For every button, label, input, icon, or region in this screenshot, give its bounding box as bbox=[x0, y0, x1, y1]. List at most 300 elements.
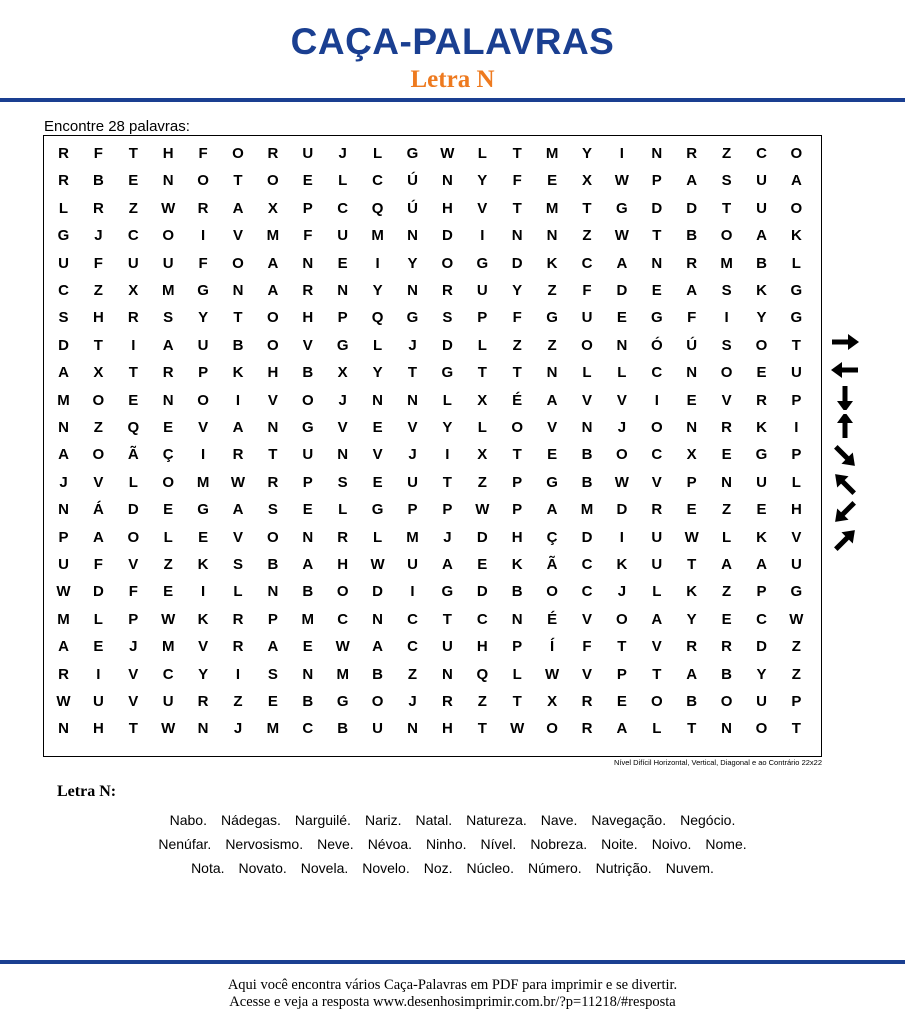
grid-cell: O bbox=[441, 254, 454, 272]
grid-cell: G bbox=[755, 446, 768, 464]
grid-cell: R bbox=[686, 145, 698, 162]
grid-cell: B bbox=[581, 473, 593, 491]
grid-cell: Ã bbox=[546, 556, 558, 573]
footer-line-1: Aqui você encontra vários Caça-Palavras em PDF para imprimir e se divertir. bbox=[227, 977, 678, 993]
grid-cell: O bbox=[267, 309, 279, 327]
arrow-up-left-icon bbox=[827, 472, 863, 496]
grid-cell: J bbox=[59, 473, 68, 491]
instruction-text: Encontre 28 palavras: bbox=[44, 118, 190, 135]
word-list-row bbox=[0, 860, 905, 876]
grid-cell: Y bbox=[686, 610, 697, 628]
grid-cell: M bbox=[336, 665, 349, 683]
grid-cell: I bbox=[794, 419, 799, 436]
grid-cell: N bbox=[511, 610, 523, 628]
grid-cell: I bbox=[375, 254, 380, 272]
grid-cell: F bbox=[93, 145, 103, 162]
grid-cell: W bbox=[56, 693, 71, 710]
grid-cell: N bbox=[651, 254, 663, 272]
grid-cell: L bbox=[582, 364, 592, 382]
grid-cell: E bbox=[302, 638, 313, 656]
grid-cell: M bbox=[580, 501, 594, 519]
grid-cell: A bbox=[721, 556, 733, 573]
grid-cell: L bbox=[128, 473, 138, 491]
grid-cell: E bbox=[372, 473, 383, 491]
grid-cell: U bbox=[756, 199, 767, 217]
arrow-left-icon bbox=[827, 358, 863, 382]
grid-cell: D bbox=[476, 583, 488, 601]
grid-cell: W bbox=[370, 556, 385, 573]
grid-cell: X bbox=[686, 446, 697, 464]
grid-cell: D bbox=[651, 199, 663, 217]
grid-cell: W bbox=[510, 720, 525, 738]
grid-cell: W bbox=[56, 583, 71, 601]
grid-cell: U bbox=[58, 254, 69, 272]
grid-cell: J bbox=[443, 528, 452, 546]
grid-cell: I bbox=[445, 446, 450, 464]
grid-cell: C bbox=[581, 583, 593, 601]
grid-cell: L bbox=[652, 583, 662, 601]
grid-cell: N bbox=[302, 528, 314, 546]
grid-cell: V bbox=[581, 391, 592, 409]
grid-cell: H bbox=[441, 720, 453, 738]
grid-cell: G bbox=[301, 419, 314, 436]
word-list-item: Narguilé. bbox=[294, 812, 351, 828]
grid-cell: Ú bbox=[407, 199, 418, 217]
grid-cell: A bbox=[441, 556, 453, 573]
grid-cell: L bbox=[338, 501, 348, 519]
grid-cell: D bbox=[616, 282, 628, 299]
grid-cell: V bbox=[616, 391, 627, 409]
grid-cell: N bbox=[197, 720, 209, 738]
grid-cell: L bbox=[477, 336, 487, 354]
grid-cell: O bbox=[546, 583, 558, 601]
grid-cell: U bbox=[756, 172, 767, 190]
grid-cell: Ú bbox=[686, 336, 698, 354]
grid-cell: F bbox=[128, 583, 138, 601]
grid-cell: T bbox=[268, 446, 278, 464]
grid-cell: Z bbox=[791, 638, 801, 656]
grid-cell: U bbox=[127, 254, 139, 272]
grid-cell: O bbox=[127, 528, 140, 546]
grid-cell: A bbox=[92, 528, 104, 546]
grid-row bbox=[44, 304, 821, 331]
grid-cell: B bbox=[686, 693, 698, 710]
grid-cell: X bbox=[581, 172, 592, 190]
grid-cell: C bbox=[127, 227, 139, 245]
grid-cell: M bbox=[720, 254, 733, 272]
grid-cell: E bbox=[163, 583, 174, 601]
grid-cell: O bbox=[616, 610, 628, 628]
grid-cell: Z bbox=[163, 556, 173, 573]
grid-cell: D bbox=[511, 254, 523, 272]
grid-cell: O bbox=[581, 336, 593, 354]
grid-cell: E bbox=[756, 501, 767, 519]
grid-cell: B bbox=[302, 693, 314, 710]
grid-cell: Ç bbox=[546, 528, 558, 546]
grid-cell: K bbox=[197, 556, 209, 573]
grid-cell: T bbox=[512, 693, 522, 710]
grid-cell: R bbox=[686, 254, 698, 272]
grid-cell: V bbox=[477, 199, 488, 217]
grid-cell: Ó bbox=[650, 336, 663, 354]
grid-cell: L bbox=[652, 720, 662, 738]
grid-cell: N bbox=[721, 473, 733, 491]
grid-cell: N bbox=[302, 665, 314, 683]
word-list-item: Natal. bbox=[415, 812, 453, 828]
grid-cell: X bbox=[128, 282, 139, 299]
arrow-up-right-icon bbox=[827, 528, 863, 552]
grid-cell: P bbox=[651, 172, 662, 190]
grid-cell: W bbox=[161, 199, 176, 217]
grid-cell: R bbox=[232, 638, 244, 656]
grid-cell: R bbox=[58, 665, 69, 683]
grid-cell: L bbox=[163, 528, 173, 546]
grid-cell: L bbox=[373, 145, 383, 162]
grid-cell: G bbox=[371, 501, 384, 519]
grid-cell: P bbox=[512, 638, 523, 656]
grid-cell: U bbox=[162, 693, 174, 710]
grid-cell: H bbox=[441, 199, 453, 217]
grid-cell: O bbox=[197, 172, 209, 190]
grid-cell: A bbox=[267, 282, 279, 299]
grid-cell: Y bbox=[477, 172, 488, 190]
grid-cell: U bbox=[476, 282, 488, 299]
grid-cell: Q bbox=[371, 199, 384, 217]
grid-cell: Y bbox=[581, 145, 592, 162]
grid-cell: O bbox=[511, 419, 524, 436]
grid-cell: Y bbox=[372, 282, 383, 299]
word-list-item: Nervosismo. bbox=[225, 836, 304, 852]
grid-cell: Z bbox=[722, 501, 732, 519]
grid-cell: I bbox=[201, 583, 206, 601]
grid-cell: L bbox=[791, 473, 801, 491]
grid-cell: V bbox=[198, 638, 209, 656]
word-list-item: Névoa. bbox=[367, 836, 413, 852]
grid-row bbox=[44, 140, 821, 167]
grid-cell: Z bbox=[233, 693, 243, 710]
grid-cell: X bbox=[477, 446, 488, 464]
grid-cell: A bbox=[756, 227, 767, 245]
grid-cell: N bbox=[407, 391, 418, 409]
grid-cell: P bbox=[442, 501, 453, 519]
grid-cell: N bbox=[511, 227, 523, 245]
grid-cell: Z bbox=[722, 145, 732, 162]
footer-line-2: Acesse e veja a resposta www.desenhosimprimir.com.br/?p=11218/#resposta bbox=[229, 994, 676, 1010]
grid-cell: X bbox=[93, 364, 104, 382]
grid-cell: O bbox=[546, 720, 558, 738]
arrow-right-icon bbox=[827, 330, 863, 354]
grid-cell: B bbox=[581, 446, 593, 464]
grid-cell: B bbox=[756, 254, 767, 272]
grid-cell: X bbox=[337, 364, 348, 382]
grid-cell: H bbox=[162, 145, 174, 162]
grid-cell: R bbox=[197, 199, 209, 217]
grid-cell: A bbox=[651, 610, 663, 628]
grid-cell: I bbox=[96, 665, 101, 683]
grid-cell: H bbox=[511, 528, 523, 546]
grid-cell: J bbox=[408, 693, 417, 710]
grid-cell: F bbox=[198, 254, 208, 272]
grid-cell: V bbox=[302, 336, 313, 354]
grid-cell: R bbox=[302, 282, 314, 299]
grid-cell: Q bbox=[476, 665, 489, 683]
grid-cell: N bbox=[337, 282, 349, 299]
word-list-item: Novela. bbox=[300, 860, 349, 876]
grid-cell: S bbox=[721, 282, 732, 299]
grid-cell: T bbox=[233, 172, 243, 190]
grid-cell: C bbox=[756, 610, 767, 628]
grid-cell: N bbox=[337, 446, 349, 464]
grid-cell: P bbox=[337, 309, 348, 327]
grid-cell: D bbox=[92, 583, 104, 601]
grid-cell: V bbox=[128, 665, 139, 683]
grid-cell: J bbox=[338, 145, 347, 162]
grid-cell: N bbox=[407, 227, 418, 245]
grid-cell: R bbox=[686, 638, 698, 656]
grid-cell: N bbox=[58, 501, 69, 519]
grid-cell: M bbox=[57, 610, 70, 628]
grid-cell: P bbox=[267, 610, 278, 628]
grid-cell: E bbox=[721, 446, 732, 464]
grid-cell: I bbox=[201, 227, 206, 245]
grid-row bbox=[44, 496, 821, 523]
grid-cell: O bbox=[720, 693, 733, 710]
grid-cell: G bbox=[546, 473, 558, 491]
word-list-item: Negócio. bbox=[680, 812, 736, 828]
grid-row bbox=[44, 277, 821, 304]
grid-cell: O bbox=[336, 583, 349, 601]
grid-cell: L bbox=[477, 419, 487, 436]
word-list-item: Número. bbox=[527, 860, 582, 876]
grid-cell: A bbox=[162, 336, 174, 354]
grid-cell: C bbox=[651, 364, 663, 382]
grid-cell: L bbox=[233, 583, 243, 601]
grid-cell: T bbox=[128, 145, 138, 162]
grid-cell: C bbox=[476, 610, 488, 628]
grid-cell: P bbox=[791, 693, 802, 710]
grid-cell: R bbox=[721, 419, 733, 436]
grid-cell: F bbox=[198, 145, 208, 162]
grid-cell: Y bbox=[372, 364, 383, 382]
page-title: CAÇA-PALAVRAS bbox=[290, 21, 615, 62]
grid-cell: A bbox=[686, 282, 698, 299]
grid-cell: O bbox=[267, 336, 279, 354]
grid-cell: S bbox=[267, 501, 278, 519]
word-list-item: Novato. bbox=[238, 860, 287, 876]
grid-cell: D bbox=[581, 528, 593, 546]
grid-cell: A bbox=[790, 172, 802, 190]
grid-cell: T bbox=[128, 364, 138, 382]
grid-cell: I bbox=[619, 528, 624, 546]
grid-cell: C bbox=[407, 638, 418, 656]
grid-row bbox=[44, 387, 821, 414]
grid-cell: H bbox=[302, 309, 314, 327]
grid-row bbox=[44, 661, 821, 688]
grid-cell: T bbox=[652, 665, 662, 683]
grid-cell: P bbox=[686, 473, 697, 491]
grid-cell: N bbox=[407, 282, 418, 299]
grid-cell: R bbox=[756, 391, 767, 409]
grid-cell: U bbox=[58, 556, 69, 573]
grid-cell: U bbox=[581, 309, 593, 327]
grid-cell: P bbox=[512, 501, 523, 519]
grid-cell: F bbox=[582, 638, 592, 656]
grid-cell: D bbox=[372, 583, 384, 601]
grid-cell: D bbox=[686, 199, 698, 217]
grid-cell: S bbox=[721, 172, 732, 190]
grid-cell: N bbox=[651, 145, 663, 162]
grid-cell: D bbox=[441, 227, 453, 245]
grid-cell: G bbox=[336, 693, 349, 710]
grid-cell: K bbox=[232, 364, 244, 382]
grid-cell: W bbox=[335, 638, 350, 656]
grid-cell: K bbox=[197, 610, 209, 628]
grid-cell: G bbox=[616, 199, 628, 217]
grid-cell: D bbox=[441, 336, 453, 354]
grid-cell: B bbox=[302, 583, 314, 601]
grid-cell: H bbox=[337, 556, 349, 573]
grid-cell: P bbox=[791, 391, 802, 409]
grid-cell: D bbox=[58, 336, 69, 354]
grid-cell: R bbox=[197, 693, 209, 710]
grid-row bbox=[44, 332, 821, 359]
bottom-divider bbox=[0, 960, 905, 964]
grid-cell: T bbox=[512, 145, 522, 162]
grid-cell: Z bbox=[512, 336, 522, 354]
grid-cell: M bbox=[57, 391, 70, 409]
grid-cell: T bbox=[652, 227, 662, 245]
grid-cell: S bbox=[267, 665, 278, 683]
grid-cell: T bbox=[233, 309, 243, 327]
grid-cell: X bbox=[547, 693, 558, 710]
grid-cell: H bbox=[476, 638, 488, 656]
grid-cell: O bbox=[162, 227, 175, 245]
grid-cell: B bbox=[511, 583, 523, 601]
grid-cell: L bbox=[58, 199, 69, 217]
grid-cell: T bbox=[617, 638, 627, 656]
arrow-down-icon bbox=[827, 386, 863, 410]
grid-cell: R bbox=[441, 693, 453, 710]
grid-cell: E bbox=[128, 172, 139, 190]
grid-cell: A bbox=[58, 364, 69, 382]
grid-cell: P bbox=[407, 501, 418, 519]
grid-cell: G bbox=[406, 145, 419, 162]
grid-cell: N bbox=[686, 419, 698, 436]
grid-cell: G bbox=[406, 309, 419, 327]
grid-cell: J bbox=[617, 583, 627, 601]
grid-cell: J bbox=[617, 419, 627, 436]
grid-cell: Z bbox=[407, 665, 418, 683]
word-list-item: Nutrição. bbox=[595, 860, 652, 876]
grid-cell: N bbox=[721, 720, 733, 738]
grid-cell: T bbox=[722, 199, 732, 217]
grid-cell: T bbox=[791, 336, 801, 354]
grid-cell: L bbox=[373, 336, 383, 354]
grid-cell: M bbox=[545, 145, 559, 162]
grid-cell: I bbox=[410, 583, 415, 601]
grid-cell: I bbox=[235, 665, 241, 683]
grid-cell: G bbox=[546, 309, 558, 327]
word-list-item: Nome. bbox=[705, 836, 747, 852]
grid-cell: E bbox=[686, 391, 697, 409]
grid-cell: J bbox=[408, 336, 417, 354]
grid-cell: A bbox=[267, 254, 279, 272]
grid-cell: O bbox=[232, 254, 244, 272]
grid-cell: R bbox=[232, 446, 244, 464]
grid-row bbox=[44, 222, 821, 249]
grid-cell: O bbox=[92, 391, 105, 409]
grid-cell: V bbox=[581, 610, 592, 628]
grid-cell: U bbox=[407, 473, 418, 491]
word-list-item: Nuvem. bbox=[665, 860, 714, 876]
word-list-item: Núcleo. bbox=[466, 860, 514, 876]
word-list-item: Neve. bbox=[317, 836, 354, 852]
grid-cell: F bbox=[512, 309, 522, 327]
word-list-item: Novelo. bbox=[362, 860, 410, 876]
grid-cell: P bbox=[512, 473, 523, 491]
grid-cell: U bbox=[756, 473, 767, 491]
grid-cell: H bbox=[790, 501, 802, 519]
grid-cell: P bbox=[128, 610, 139, 628]
grid-cell: F bbox=[512, 172, 522, 190]
grid-cell: K bbox=[616, 556, 628, 573]
grid-cell: E bbox=[477, 556, 488, 573]
grid-cell: V bbox=[581, 665, 592, 683]
grid-cell: S bbox=[232, 556, 243, 573]
grid-cell: O bbox=[790, 145, 803, 162]
grid-cell: T bbox=[512, 446, 522, 464]
grid-cell: Y bbox=[407, 254, 418, 272]
grid-cell: T bbox=[582, 199, 592, 217]
grid-cell: W bbox=[475, 501, 490, 519]
grid-cell: G bbox=[197, 282, 209, 299]
grid-cell: A bbox=[267, 638, 279, 656]
grid-cell: P bbox=[302, 473, 313, 491]
grid-cell: O bbox=[232, 145, 244, 162]
grid-cell: Q bbox=[127, 419, 140, 436]
grid-cell: W bbox=[545, 665, 560, 683]
grid-cell: G bbox=[57, 227, 70, 245]
grid-cell: N bbox=[58, 720, 69, 738]
grid-cell: T bbox=[687, 720, 697, 738]
grid-cell: L bbox=[93, 610, 103, 628]
grid-cell: V bbox=[93, 473, 104, 491]
grid-cell: U bbox=[302, 446, 314, 464]
difficulty-note: Nível Difícil Horizontal, Vertical, Diagonal e ao Contrário 22x22 bbox=[613, 758, 822, 767]
grid-cell: W bbox=[684, 528, 699, 546]
word-list-item: Nariz. bbox=[364, 812, 402, 828]
grid-cell: P bbox=[58, 528, 69, 546]
grid-cell: N bbox=[616, 336, 628, 354]
grid-cell: L bbox=[617, 364, 627, 382]
grid-cell: S bbox=[721, 336, 732, 354]
grid-cell: C bbox=[58, 282, 69, 299]
grid-cell: A bbox=[546, 501, 558, 519]
grid-row bbox=[44, 633, 821, 660]
grid-cell: R bbox=[58, 172, 69, 190]
grid-cell: O bbox=[650, 693, 663, 710]
grid-cell: F bbox=[93, 556, 103, 573]
letter-grid bbox=[43, 135, 822, 757]
grid-cell: E bbox=[93, 638, 104, 656]
grid-cell: Í bbox=[550, 638, 555, 656]
grid-cell: M bbox=[371, 227, 384, 245]
grid-cell: F bbox=[687, 309, 697, 327]
grid-cell: G bbox=[790, 282, 803, 299]
grid-row bbox=[44, 551, 821, 578]
grid-cell: I bbox=[480, 227, 485, 245]
grid-cell: N bbox=[372, 610, 384, 628]
